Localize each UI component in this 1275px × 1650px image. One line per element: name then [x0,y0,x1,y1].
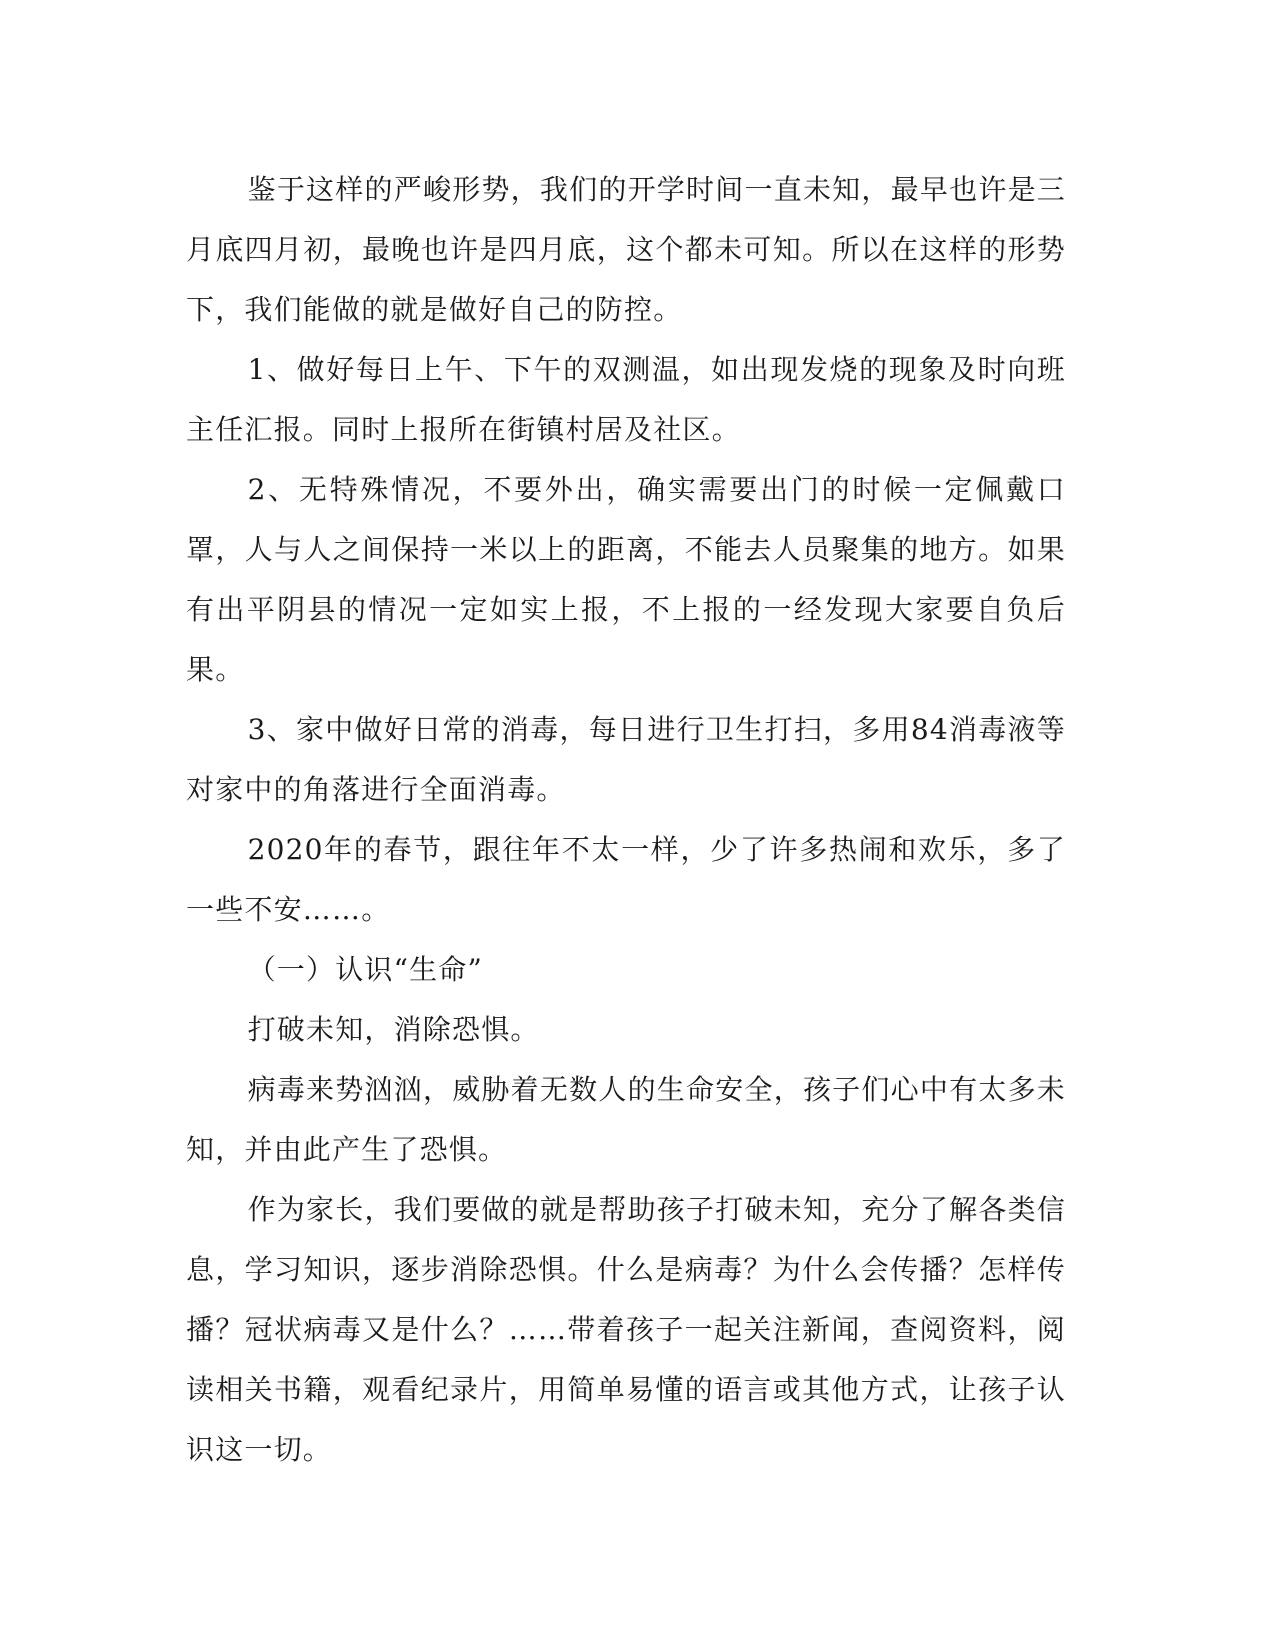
paragraph-item-2: 2、无特殊情况，不要外出，确实需要出门的时候一定佩戴口罩，人与人之间保持一米以上的距离，不能去人员聚集的地方。如果有出平阴县的情况一定如实上报，不上报的一经发现大家要自负后果。 [186,473,1066,686]
section-subtitle: 打破未知，消除恐惧。 [247,1013,540,1046]
section-heading: （一）认识“生命” [247,953,484,986]
paragraph-item-1: 1、做好每日上午、下午的双测温，如出现发烧的现象及时向班主任汇报。同时上报所在街镇村居及社区。 [186,353,1066,446]
document-body [186,160,1066,1480]
paragraph-situation: 鉴于这样的严峻形势，我们的开学时间一直未知，最早也许是三月底四月初，最晚也许是四月底，这个都未可知。所以在这样的形势下，我们能做的就是做好自己的防控。 [186,173,1066,326]
paragraph-virus: 病毒来势汹汹，威胁着无数人的生命安全，孩子们心中有太多未知，并由此产生了恐惧。 [186,1073,1066,1166]
paragraph-parents: 作为家长，我们要做的就是帮助孩子打破未知，充分了解各类信息，学习知识，逐步消除恐惧。什么是病毒？为什么会传播？怎样传播？冠状病毒又是什么？……带着孩子一起关注新闻，查阅资料，阅读相关书籍，观看纪录片，用简单易懂的语言或其他方式，让孩子认识这一切。 [186,1193,1066,1466]
paragraph-spring-festival: 2020年的春节，跟往年不太一样，少了许多热闹和欢乐，多了一些不安……。 [186,833,1066,926]
paragraph-item-3: 3、家中做好日常的消毒，每日进行卫生打扫，多用84消毒液等对家中的角落进行全面消毒。 [186,713,1066,806]
